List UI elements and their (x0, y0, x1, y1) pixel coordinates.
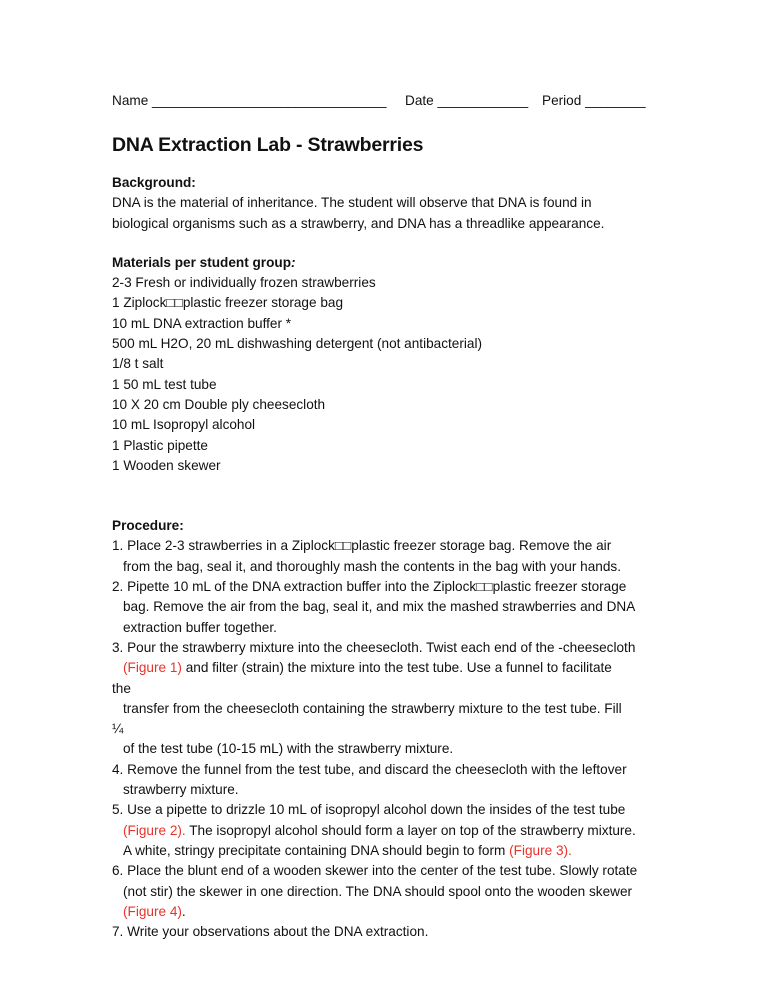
materials-section (112, 253, 672, 476)
name-field[interactable]: Name _______________________________ (112, 93, 387, 108)
procedure-line (112, 658, 672, 678)
procedure-line (112, 638, 672, 658)
procedure-text: ¼ (112, 721, 124, 737)
procedure-line (112, 922, 672, 942)
materials-list-item: 10 mL Isopropyl alcohol (112, 417, 256, 433)
procedure-line (112, 679, 672, 699)
materials-list-item: 500 mL H2O, 20 mL dishwashing detergent (not antibacterial) (112, 336, 483, 352)
procedure-line (112, 557, 672, 577)
background-text-line: DNA is the material of inheritance. The student will observe that DNA is found in (112, 195, 592, 211)
procedure-line (112, 902, 672, 922)
procedure-line (112, 800, 672, 820)
procedure-text: the (112, 680, 131, 696)
procedure-line (112, 841, 672, 861)
procedure-text: extraction buffer together. (123, 619, 277, 635)
procedure-line (112, 882, 672, 902)
procedure-line (112, 821, 672, 841)
procedure-text: transfer from the cheesecloth containing the strawberry mixture to the test tube. Fill (123, 700, 622, 716)
background-section (112, 173, 672, 234)
procedure-line (112, 760, 672, 780)
procedure-text: and filter (strain) the mixture into the test tube. Use a funnel to facilitate (181, 660, 612, 676)
procedure-line (112, 719, 672, 739)
materials-list-item: 1/8 t salt (112, 356, 164, 372)
materials-heading-text: Materials per student group (112, 254, 292, 270)
procedure-heading: Procedure: (112, 518, 184, 534)
student-info-header (112, 91, 672, 111)
materials-list-item: 1 Plastic pipette (112, 437, 208, 453)
procedure-text: 5. Use a pipette to drizzle 10 mL of isopropyl alcohol down the insides of the test tube (112, 802, 626, 818)
procedure-section (112, 516, 672, 942)
procedure-text: 7. Write your observations about the DNA extraction. (112, 924, 429, 940)
procedure-text: 6. Place the blunt end of a wooden skewer into the center of the test tube. Slowly rotate (112, 863, 638, 879)
procedure-line (112, 536, 672, 556)
materials-list-item: 1 Wooden skewer (112, 457, 221, 473)
procedure-line (112, 739, 672, 759)
period-field[interactable]: Period ________ (542, 93, 646, 108)
procedure-text: A white, stringy precipitate containing DNA should begin to form (123, 842, 510, 858)
procedure-text: 1. Place 2-3 strawberries in a Ziplock□□plastic freezer storage bag. Remove the air (112, 538, 612, 554)
figure-reference: (Figure 2). (123, 822, 186, 838)
materials-heading (112, 253, 672, 273)
procedure-text: from the bag, seal it, and thoroughly mash the contents in the bag with your hands. (123, 558, 621, 574)
procedure-text: strawberry mixture. (123, 782, 239, 798)
procedure-line (112, 699, 672, 719)
procedure-text: 4. Remove the funnel from the test tube, and discard the cheesecloth with the leftover (112, 761, 627, 777)
materials-list-item: 1 50 mL test tube (112, 376, 217, 392)
procedure-line (112, 780, 672, 800)
procedure-line (112, 597, 672, 617)
procedure-text: bag. Remove the air from the bag, seal it, and mix the mashed strawberries and DNA (123, 599, 636, 615)
figure-reference: (Figure 1) (123, 660, 182, 676)
date-field[interactable]: Date ____________ (405, 93, 529, 108)
procedure-line (112, 618, 672, 638)
procedure-text: 2. Pipette 10 mL of the DNA extraction buffer into the Ziplock□□plastic freezer storage (112, 579, 627, 595)
background-text-line: biological organisms such as a strawberry, and DNA has a threadlike appearance. (112, 215, 605, 231)
materials-list-item: 10 X 20 cm Double ply cheesecloth (112, 396, 326, 412)
procedure-text: of the test tube (10-15 mL) with the strawberry mixture. (123, 741, 454, 757)
procedure-text: The isopropyl alcohol should form a layer on top of the strawberry mixture. (185, 822, 636, 838)
procedure-text: (not stir) the skewer in one direction. The DNA should spool onto the wooden skewer (123, 883, 633, 899)
procedure-line (112, 861, 672, 881)
procedure-line (112, 577, 672, 597)
figure-reference: (Figure 3). (509, 842, 572, 858)
page-title: DNA Extraction Lab - Strawberries (112, 134, 424, 156)
materials-list-item: 10 mL DNA extraction buffer * (112, 315, 292, 331)
figure-reference: (Figure 4) (123, 903, 182, 919)
materials-heading-colon: : (291, 254, 296, 270)
background-heading: Background: (112, 175, 196, 190)
procedure-text: 3. Pour the strawberry mixture into the cheesecloth. Twist each end of the -cheesecloth (112, 639, 636, 655)
materials-list-item: 2-3 Fresh or individually frozen strawberries (112, 275, 376, 291)
procedure-text: . (181, 903, 186, 919)
materials-list-item: 1 Ziplock□□plastic freezer storage bag (112, 295, 344, 311)
worksheet-page (112, 91, 672, 942)
